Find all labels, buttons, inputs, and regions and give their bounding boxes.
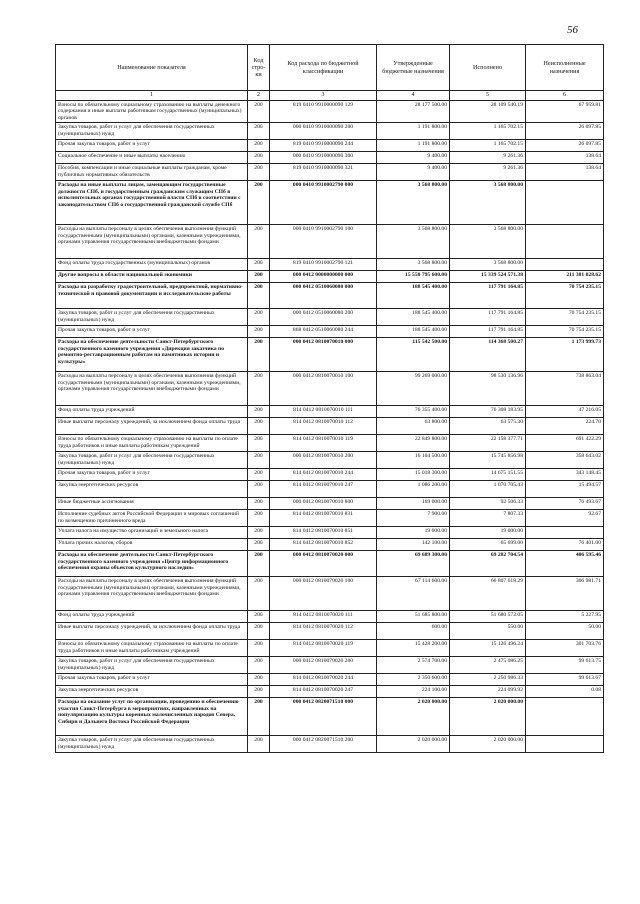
row-approved: 19 000.00 (377, 527, 450, 539)
row-approved: 188 545 400.00 (377, 326, 450, 338)
table-row (56, 623, 604, 640)
row-line-code: 200 (248, 611, 270, 623)
row-approved: 67 114 600.00 (377, 577, 450, 611)
row-name: Закупка энергетических ресурсов (56, 481, 248, 498)
row-unexecuted: 26 097.85 (526, 123, 604, 140)
row-budget-code: 819 0410 9910002790 121 (270, 259, 377, 271)
row-executed: 2 250 986.33 (450, 674, 526, 686)
row-budget-code: 819 0410 9910000090 321 (270, 164, 377, 181)
row-name: Уплата прочих налогов, сборов (56, 539, 248, 551)
row-approved: 9 400.00 (377, 164, 450, 181)
row-executed: 2 475 086.25 (450, 657, 526, 674)
row-executed: 3 568 800.00 (450, 259, 526, 271)
table-body (56, 101, 604, 753)
row-approved: 188 545 400.00 (377, 283, 450, 309)
row-line-code: 200 (248, 283, 270, 309)
table-row (56, 698, 604, 736)
budget-execution-table (55, 44, 604, 753)
row-approved: 2 020 000.00 (377, 698, 450, 736)
row-unexecuted: 5 227.95 (526, 611, 604, 623)
row-budget-code: 814 0412 0810070020 244 (270, 674, 377, 686)
row-name: Расходы на разработку градостроительной, предпроектной, нормативно-технической и правовой документации и исследовательские работы (56, 283, 248, 309)
column-number: 6 (526, 91, 604, 101)
table-row (56, 539, 604, 551)
row-budget-code: 000 0410 9910000090 200 (270, 123, 377, 140)
row-executed: 117 791 164.85 (450, 283, 526, 309)
row-line-code: 200 (248, 101, 270, 123)
row-name: Взносы по обязательному социальному страхованию на выплаты по оплате труда работников и иные выплаты работникам учреждений (56, 435, 248, 452)
row-approved: 7 900.00 (377, 510, 450, 527)
row-budget-code: 814 0412 0810070010 247 (270, 481, 377, 498)
table-row (56, 140, 604, 152)
row-approved: 1 086 200.00 (377, 481, 450, 498)
row-budget-code: 814 0412 0810070010 851 (270, 527, 377, 539)
row-line-code: 200 (248, 164, 270, 181)
column-number: 1 (56, 91, 248, 101)
row-name: Прочая закупка товаров, работ и услуг (56, 674, 248, 686)
row-approved: 224 100.00 (377, 686, 450, 698)
row-unexecuted: 99 613.67 (526, 674, 604, 686)
row-unexecuted: 26 097.85 (526, 140, 604, 152)
table-row (56, 498, 604, 510)
row-name: Закупка товаров, работ и услуг для обеспечения государственных (муниципальных) нужд (56, 657, 248, 674)
table-row (56, 551, 604, 577)
row-approved: 3 568 800.00 (377, 259, 450, 271)
header-name: Наименование показателя (56, 45, 248, 91)
row-approved: 2 574 700.00 (377, 657, 450, 674)
row-line-code: 200 (248, 551, 270, 577)
row-budget-code: 814 0412 0810070010 852 (270, 539, 377, 551)
row-executed: 1 165 702.15 (450, 123, 526, 140)
row-name: Закупка товаров, работ и услуг для обеспечения государственных (муниципальных) нужд (56, 736, 248, 753)
table-row (56, 469, 604, 481)
row-approved: 142 100.00 (377, 539, 450, 551)
table-row (56, 271, 604, 283)
row-unexecuted: 343 148.45 (526, 469, 604, 481)
row-executed: 2 020 000.00 (450, 698, 526, 736)
row-executed: 51 680 572.05 (450, 611, 526, 623)
row-approved: 51 685 800.00 (377, 611, 450, 623)
row-budget-code: 814 0412 0810070020 111 (270, 611, 377, 623)
row-unexecuted: 50.00 (526, 623, 604, 640)
row-budget-code: 819 0410 9910000090 129 (270, 101, 377, 123)
row-name: Прочая закупка товаров, работ и услуг (56, 140, 248, 152)
row-budget-code: 000 0412 0820071510 000 (270, 698, 377, 736)
row-executed: 224 099.92 (450, 686, 526, 698)
row-unexecuted: 211 381 028.62 (526, 271, 604, 283)
row-name: Расходы на выплаты персоналу в целях обеспечения выполнения функций государственными (муниципальными) органами, казенными учреждениями, органами управления государственными внебюджетными фондами (56, 225, 248, 259)
row-unexecuted: 138.64 (526, 164, 604, 181)
header-line-code: Код стро-ки (248, 45, 270, 91)
table-row (56, 527, 604, 539)
table-row (56, 674, 604, 686)
row-unexecuted: 1 173 999.73 (526, 338, 604, 372)
row-budget-code: 000 0412 0820071510 200 (270, 736, 377, 753)
row-approved: 69 689 300.00 (377, 551, 450, 577)
row-budget-code: 000 0412 0510060080 200 (270, 309, 377, 326)
row-budget-code: 000 0412 0810070010 100 (270, 372, 377, 406)
row-budget-code: 814 0412 0810070020 112 (270, 623, 377, 640)
row-budget-code: 814 0412 0810070010 244 (270, 469, 377, 481)
row-executed: 3 568 800.00 (450, 181, 526, 225)
row-unexecuted (526, 736, 604, 753)
row-line-code: 200 (248, 698, 270, 736)
column-number: 3 (270, 91, 377, 101)
row-unexecuted: 70 754 235.15 (526, 309, 604, 326)
row-budget-code: 000 0412 0810070010 000 (270, 338, 377, 372)
row-unexecuted: 224.70 (526, 418, 604, 435)
row-budget-code: 000 0412 0510060080 000 (270, 283, 377, 309)
row-name: Расходы на выплаты персоналу в целях обеспечения выполнения функций государственными (муниципальными) органами, казенными учреждениями, органами управления государственными внебюджетными фондами (56, 577, 248, 611)
row-unexecuted: 0.08 (526, 686, 604, 698)
table-row (56, 418, 604, 435)
row-line-code: 200 (248, 225, 270, 259)
row-unexecuted: 92.67 (526, 510, 604, 527)
row-line-code: 200 (248, 469, 270, 481)
row-unexecuted (526, 225, 604, 259)
row-name: Закупка энергетических ресурсов (56, 686, 248, 698)
row-executed: 15 339 524 571.38 (450, 271, 526, 283)
row-line-code: 200 (248, 539, 270, 551)
table-row (56, 372, 604, 406)
row-line-code: 200 (248, 736, 270, 753)
row-line-code: 200 (248, 686, 270, 698)
table-row (56, 657, 604, 674)
row-executed: 3 568 800.00 (450, 225, 526, 259)
row-line-code: 200 (248, 152, 270, 164)
row-executed: 15 126 496.24 (450, 640, 526, 657)
row-budget-code: 814 0412 0810070010 112 (270, 418, 377, 435)
row-approved: 188 545 400.00 (377, 309, 450, 326)
row-executed: 76 308 183.95 (450, 406, 526, 418)
row-name: Фонд оплаты труда учреждений (56, 406, 248, 418)
row-unexecuted: 99 613.75 (526, 657, 604, 674)
row-approved: 28 177 500.00 (377, 101, 450, 123)
row-executed: 19 000.00 (450, 527, 526, 539)
row-executed: 550.00 (450, 623, 526, 640)
row-approved: 22 849 800.00 (377, 435, 450, 452)
row-approved: 15 428 200.00 (377, 640, 450, 657)
row-line-code: 200 (248, 271, 270, 283)
table-row (56, 259, 604, 271)
table-row (56, 123, 604, 140)
row-unexecuted: 738 863.04 (526, 372, 604, 406)
table-row (56, 406, 604, 418)
row-executed: 65 699.00 (450, 539, 526, 551)
row-budget-code: 000 0412 0810070010 200 (270, 452, 377, 469)
row-unexecuted: 306 981.71 (526, 577, 604, 611)
table-row (56, 640, 604, 657)
row-approved: 76 355 400.00 (377, 406, 450, 418)
row-line-code: 200 (248, 406, 270, 418)
table-row (56, 309, 604, 326)
row-executed: 28 109 540.19 (450, 101, 526, 123)
row-line-code: 200 (248, 259, 270, 271)
row-unexecuted: 138.64 (526, 152, 604, 164)
row-executed: 117 791 164.85 (450, 309, 526, 326)
row-budget-code: 000 0410 9910002790 000 (270, 181, 377, 225)
row-executed: 9 261.36 (450, 152, 526, 164)
row-budget-code: 000 0412 0810070010 800 (270, 498, 377, 510)
table-row (56, 452, 604, 469)
table-row (56, 101, 604, 123)
table-row (56, 435, 604, 452)
row-name: Иные выплаты персоналу учреждений, за исключением фонда оплаты труда (56, 418, 248, 435)
row-name: Фонд оплаты труда государственных (муниципальных) органов (56, 259, 248, 271)
row-name: Прочая закупка товаров, работ и услуг (56, 469, 248, 481)
row-unexecuted: 70 754 235.15 (526, 283, 604, 309)
page-number: 56 (567, 24, 578, 36)
row-budget-code: 000 0410 9910000090 300 (270, 152, 377, 164)
row-budget-code: 000 0412 0000000000 000 (270, 271, 377, 283)
row-budget-code: 000 0412 0810070020 100 (270, 577, 377, 611)
row-name: Взносы по обязательному социальному страхованию на выплаты по оплате труда работников и иные выплаты работникам учреждений (56, 640, 248, 657)
row-line-code: 200 (248, 577, 270, 611)
row-executed: 117 791 164.85 (450, 326, 526, 338)
row-name: Фонд оплаты труда учреждений (56, 611, 248, 623)
table-row (56, 152, 604, 164)
row-name: Расходы на обеспечение деятельности Санкт-Петербургского государственного казенного учреждения «Дирекция заказчика по ремонтно-реставрационным работам на памятниках истории и культуры» (56, 338, 248, 372)
row-executed: 69 282 704.54 (450, 551, 526, 577)
header-unexecuted: Неисполненные назначения (526, 45, 604, 91)
table-row (56, 326, 604, 338)
row-unexecuted: 358 643.02 (526, 452, 604, 469)
row-approved: 2 350 600.00 (377, 674, 450, 686)
row-approved: 115 542 500.00 (377, 338, 450, 372)
column-number-row (56, 91, 604, 101)
row-approved: 15 018 300.00 (377, 469, 450, 481)
row-executed: 15 745 856.98 (450, 452, 526, 469)
table-row (56, 577, 604, 611)
table-row (56, 283, 604, 309)
row-name: Закупка товаров, работ и услуг для обеспечения государственных (муниципальных) нужд (56, 123, 248, 140)
row-name: Социальное обеспечение и иные выплаты населению (56, 152, 248, 164)
row-budget-code: 819 0410 9910000090 244 (270, 140, 377, 152)
row-line-code: 200 (248, 181, 270, 225)
row-executed: 7 807.33 (450, 510, 526, 527)
table-row (56, 338, 604, 372)
row-budget-code: 868 0412 0510060080 244 (270, 326, 377, 338)
row-line-code: 200 (248, 372, 270, 406)
row-line-code: 200 (248, 435, 270, 452)
row-unexecuted: 691 422.29 (526, 435, 604, 452)
row-name: Расходы на обеспечение деятельности Санкт-Петербургского государственного казенного учреждения «Центр информационного обеспечения охраны объектов культурного наследия» (56, 551, 248, 577)
row-budget-code: 000 0412 0810070020 000 (270, 551, 377, 577)
row-name: Другие вопросы в области национальной экономики (56, 271, 248, 283)
column-number: 2 (248, 91, 270, 101)
row-approved: 3 568 800.00 (377, 181, 450, 225)
row-budget-code: 814 0412 0810070020 247 (270, 686, 377, 698)
row-unexecuted: 70 754 235.15 (526, 326, 604, 338)
row-executed: 2 020 000.00 (450, 736, 526, 753)
row-executed: 66 807 618.29 (450, 577, 526, 611)
table-row (56, 481, 604, 498)
table-row (56, 736, 604, 753)
row-approved: 600.00 (377, 623, 450, 640)
row-name: Прочая закупка товаров, работ и услуг (56, 326, 248, 338)
row-name: Пособия, компенсации и иные социальные выплаты гражданам, кроме публичных нормативных обязательств (56, 164, 248, 181)
row-line-code: 200 (248, 338, 270, 372)
column-number: 4 (377, 91, 450, 101)
row-unexecuted: 67 959.81 (526, 101, 604, 123)
row-name: Расходы на оказание услуг по организации, проведению и обеспечению участия Санкт-Петербурга в мероприятиях, направленных на популяризацию культуры коренных малочисленных народов Севера, Сибири и Дальнего Востока Российской Федерации (56, 698, 248, 736)
row-line-code: 200 (248, 623, 270, 640)
row-budget-code: 814 0412 0810070010 119 (270, 435, 377, 452)
row-line-code: 200 (248, 498, 270, 510)
row-unexecuted: 76 493.67 (526, 498, 604, 510)
row-approved: 16 104 500.00 (377, 452, 450, 469)
row-budget-code: 814 0412 0810070010 831 (270, 510, 377, 527)
row-unexecuted (526, 181, 604, 225)
row-approved: 9 400.00 (377, 152, 450, 164)
row-name: Расходы на иные выплаты лицам, замещающим государственные должности СПб, и государственным гражданским служащим СПб в исполнительных органах государственной власти СПб в соответствии с законодательством СПб о государственной гражданской службе СПб (56, 181, 248, 225)
table-row (56, 510, 604, 527)
row-line-code: 200 (248, 309, 270, 326)
row-executed: 98 530 136.96 (450, 372, 526, 406)
row-budget-code: 000 0412 0810070020 200 (270, 657, 377, 674)
row-line-code: 200 (248, 674, 270, 686)
row-name: Расходы на выплаты персоналу в целях обеспечения выполнения функций государственными (муниципальными) органами, казенными учреждениями, органами управления государственными внебюджетными фондами (56, 372, 248, 406)
row-executed: 22 158 377.71 (450, 435, 526, 452)
table-row (56, 164, 604, 181)
row-approved: 2 020 000.00 (377, 736, 450, 753)
header-approved: Утвержденные бюджетные назначения (377, 45, 450, 91)
row-line-code: 200 (248, 527, 270, 539)
row-name: Иные выплаты персоналу учреждений, за исключением фонда оплаты труда (56, 623, 248, 640)
row-line-code: 200 (248, 640, 270, 657)
row-line-code: 200 (248, 140, 270, 152)
row-name: Взносы по обязательному социальному страхованию на выплаты денежного содержания и иные выплаты работникам государственных (муниципальных) органов (56, 101, 248, 123)
row-line-code: 200 (248, 657, 270, 674)
row-line-code: 200 (248, 481, 270, 498)
row-executed: 1 165 702.15 (450, 140, 526, 152)
row-executed: 92 506.33 (450, 498, 526, 510)
row-approved: 99 269 000.00 (377, 372, 450, 406)
row-unexecuted: 76 401.00 (526, 539, 604, 551)
row-approved: 169 000.00 (377, 498, 450, 510)
column-number: 5 (450, 91, 526, 101)
row-name: Закупка товаров, работ и услуг для обеспечения государственных (муниципальных) нужд (56, 452, 248, 469)
header-budget-code: Код расхода по бюджетной классификации (270, 45, 377, 91)
row-executed: 114 368 500.27 (450, 338, 526, 372)
row-name: Закупка товаров, работ и услуг для обеспечения государственных (муниципальных) нужд (56, 309, 248, 326)
table-row (56, 181, 604, 225)
row-budget-code: 000 0410 9910002790 100 (270, 225, 377, 259)
row-name: Уплата налога на имущество организаций и земельного налога (56, 527, 248, 539)
row-line-code: 200 (248, 510, 270, 527)
row-approved: 3 568 800.00 (377, 225, 450, 259)
row-budget-code: 814 0412 0810070020 119 (270, 640, 377, 657)
row-approved: 63 800.00 (377, 418, 450, 435)
row-unexecuted: 15 494.57 (526, 481, 604, 498)
row-unexecuted (526, 259, 604, 271)
row-unexecuted: 301 703.76 (526, 640, 604, 657)
row-executed: 1 070 705.43 (450, 481, 526, 498)
row-line-code: 200 (248, 452, 270, 469)
table-header-row (56, 45, 604, 91)
row-unexecuted (526, 698, 604, 736)
row-line-code: 200 (248, 418, 270, 435)
header-executed: Исполнено (450, 45, 526, 91)
row-approved: 15 550 795 600.00 (377, 271, 450, 283)
row-approved: 1 191 800.00 (377, 123, 450, 140)
row-executed: 63 575.30 (450, 418, 526, 435)
row-approved: 1 191 800.00 (377, 140, 450, 152)
table-row (56, 611, 604, 623)
row-line-code: 200 (248, 123, 270, 140)
row-budget-code: 814 0412 0810070010 111 (270, 406, 377, 418)
row-executed: 14 675 151.55 (450, 469, 526, 481)
row-unexecuted: 47 216.05 (526, 406, 604, 418)
table-row (56, 686, 604, 698)
row-line-code: 200 (248, 326, 270, 338)
table-row (56, 225, 604, 259)
row-unexecuted (526, 527, 604, 539)
row-unexecuted: 406 595.46 (526, 551, 604, 577)
row-name: Исполнение судебных актов Российской Федерации и мировых соглашений по возмещению причиненного вреда (56, 510, 248, 527)
row-name: Иные бюджетные ассигнования (56, 498, 248, 510)
row-executed: 9 261.36 (450, 164, 526, 181)
